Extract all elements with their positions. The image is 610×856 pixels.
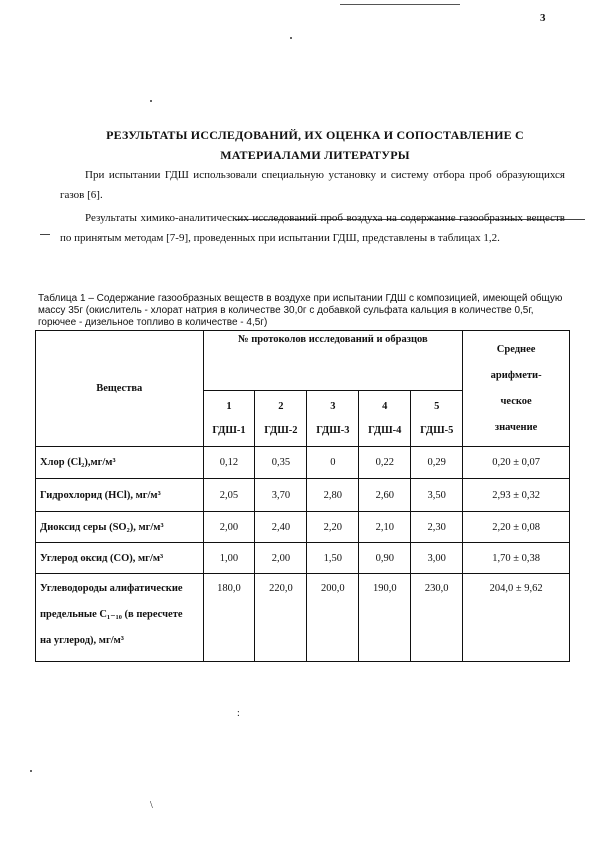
row-label [36,574,204,662]
header-mean-line: Среднее [496,343,536,355]
sample-header [255,391,307,447]
value-cell: 2,60 [359,479,411,512]
value-cell: 0,29 [411,447,463,479]
header-mean-line: значение [494,421,538,433]
value-cell: 2,10 [359,512,411,543]
value-cell: 200,0 [307,574,359,662]
value-cell: 0 [307,447,359,479]
table-row [36,447,570,479]
row-label: Хлор (Cl₂),мг/м³ [36,447,204,479]
results-table [35,330,570,662]
sample-number: 2 [278,400,284,412]
header-mean [463,331,570,447]
scan-speck [30,770,32,772]
header-row [36,331,570,391]
value-cell: 3,70 [255,479,307,512]
sample-name: ГДШ-2 [264,424,298,436]
scan-speck [290,37,292,39]
table-row [36,479,570,512]
value-cell: 2,05 [203,479,255,512]
table-row [36,543,570,574]
sample-name: ГДШ-4 [368,424,402,436]
page-number: 3 [540,12,546,24]
value-cell: 1,00 [203,543,255,574]
value-cell: 0,35 [255,447,307,479]
table-row [36,574,570,662]
value-cell: 220,0 [255,574,307,662]
mean-cell: 2,20 ± 0,08 [463,512,570,543]
sample-number: 3 [330,400,336,412]
header-protocols: № протоколов исследований и образцов [203,331,463,391]
sample-header [203,391,255,447]
scan-fragment: : [237,708,240,719]
sample-header [307,391,359,447]
value-cell: 1,50 [307,543,359,574]
scan-dash [40,234,50,235]
value-cell: 2,40 [255,512,307,543]
table-caption: Таблица 1 – Содержание газообразных веществ в воздухе при испытании ГДШ с композицией, имеющей общую массу 35г (окислитель - хлорат натрия в количестве 30,0г с добавкой сульфата кальция в количестве 0,5г, горючее - дизельное топливо в количестве - 4,5г) [38,293,563,328]
paragraph-2: Результаты химико-аналитических исследований проб воздуха на содержание газообразных веществ по принятым методам [7-9], проведенных при испытании ГДШ, представлены в таблицах 1,2. [60,212,565,244]
top-rule [340,4,460,5]
value-cell: 0,22 [359,447,411,479]
value-cell: 2,80 [307,479,359,512]
sample-name: ГДШ-5 [420,424,454,436]
value-cell: 190,0 [359,574,411,662]
header-mean-line: арифмети- [490,369,542,381]
mean-cell: 204,0 ± 9,62 [463,574,570,662]
sample-header [359,391,411,447]
table-row [36,512,570,543]
value-cell: 0,90 [359,543,411,574]
mean-cell: 0,20 ± 0,07 [463,447,570,479]
scan-speck [150,100,152,102]
header-substance: Вещества [36,331,204,447]
value-cell: 2,20 [307,512,359,543]
mean-cell: 2,93 ± 0,32 [463,479,570,512]
section-heading [60,125,570,165]
sample-name: ГДШ-3 [316,424,350,436]
scan-fragment: \ [150,800,153,811]
heading-line-1: РЕЗУЛЬТАТЫ ИССЛЕДОВАНИЙ, ИХ ОЦЕНКА И СОПОСТАВЛЕНИЕ С [106,128,524,142]
value-cell: 2,00 [203,512,255,543]
value-cell: 2,30 [411,512,463,543]
header-mean-line: ческое [500,395,532,407]
paragraph-1: При испытании ГДШ использовали специальную установку и систему отбора проб образующихся газов [6]. [60,169,565,201]
row-label-line: на углерод), мг/м³ [40,635,124,646]
row-label: Гидрохлорид (HCl), мг/м³ [36,479,204,512]
value-cell: 180,0 [203,574,255,662]
row-label-line: предельные C₁₋₁₀ (в пересчете [40,609,183,620]
value-cell: 3,50 [411,479,463,512]
value-cell: 230,0 [411,574,463,662]
row-label-line: Углеводороды алифатические [40,583,183,594]
value-cell: 0,12 [203,447,255,479]
value-cell: 2,00 [255,543,307,574]
sample-header [411,391,463,447]
sample-number: 1 [226,400,232,412]
mean-cell: 1,70 ± 0,38 [463,543,570,574]
sample-number: 5 [434,400,440,412]
value-cell: 3,00 [411,543,463,574]
sample-name: ГДШ-1 [212,424,246,436]
sample-number: 4 [382,400,388,412]
heading-line-2: МАТЕРИАЛАМИ ЛИТЕРАТУРЫ [220,148,410,162]
row-label: Диоксид серы (SO₂), мг/м³ [36,512,204,543]
row-label: Углерод оксид (CO), мг/м³ [36,543,204,574]
